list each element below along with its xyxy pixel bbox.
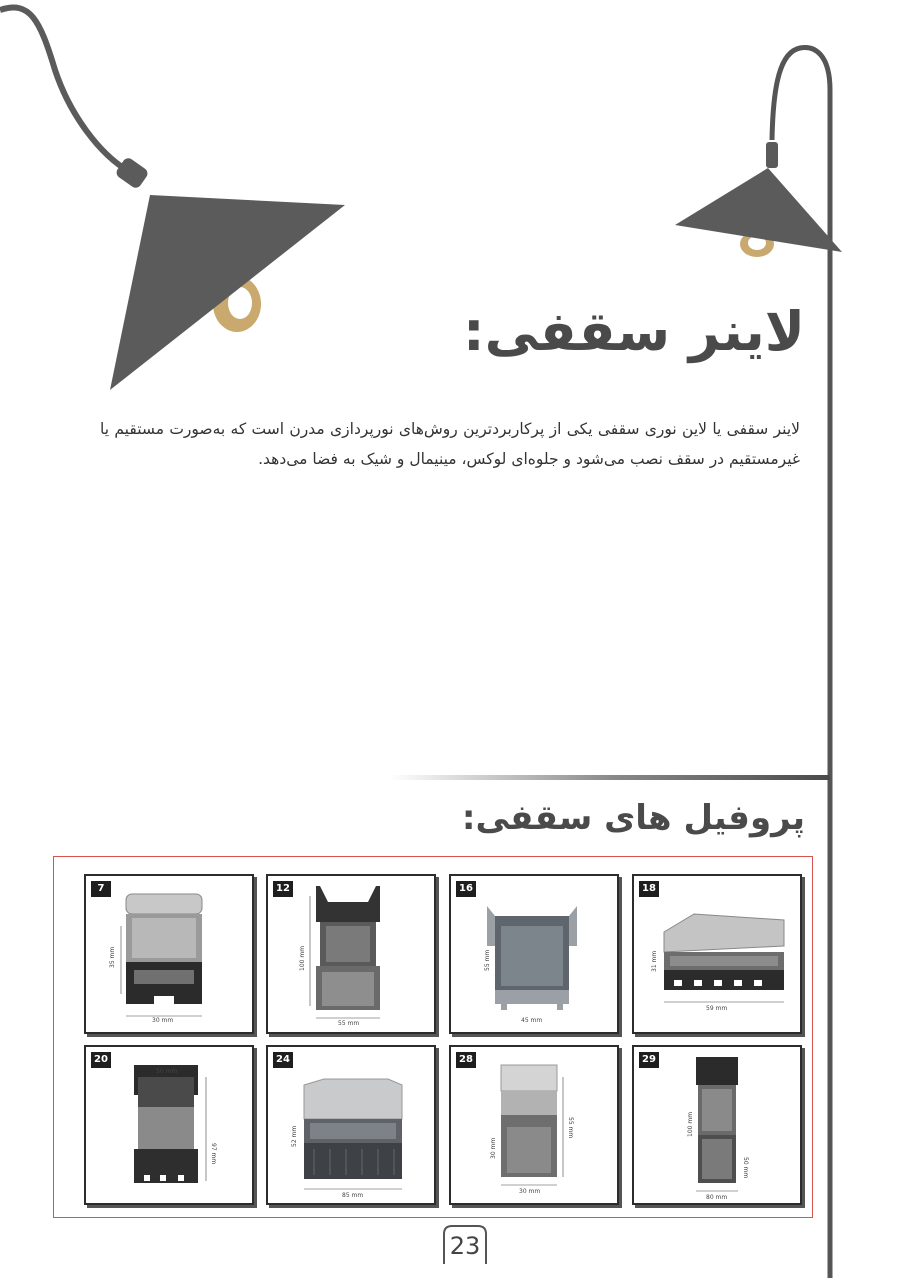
- profile-card-12: [266, 874, 436, 1034]
- profile-card-29: [632, 1045, 802, 1205]
- left-lamp-cord: [0, 8, 130, 173]
- profile-number: 20: [91, 1052, 111, 1068]
- profile-number: 29: [639, 1052, 659, 1068]
- profile-card-20: [84, 1045, 254, 1205]
- width-label: 55 mm: [338, 1020, 360, 1027]
- width-label: 50 mm: [156, 1068, 178, 1075]
- width-label: 85 mm: [342, 1192, 364, 1199]
- right-lamp-icon: [675, 142, 842, 252]
- profile-number: 18: [639, 881, 659, 897]
- height-label: 35 mm: [109, 946, 116, 968]
- height-label: 55 mm: [567, 1117, 574, 1139]
- height-label: 55 mm: [484, 949, 491, 971]
- profile-number: 7: [91, 881, 111, 897]
- profile-card-28: [449, 1045, 619, 1205]
- profile-card-16: [449, 874, 619, 1034]
- profile-number: 28: [456, 1052, 476, 1068]
- profile-number: 24: [273, 1052, 293, 1068]
- inner-height-label: 50 mm: [742, 1157, 749, 1179]
- intro-paragraph: لاینر سقفی یا لاین نوری سقفی یکی از پرکاربردترین روش‌های نورپردازی مدرن است که به‌صورت مستقیم یا غیرمستقیم در سقف نصب می‌شود و جلوه‌ای لوکس، مینیمال و شیک به فضا می‌دهد.: [100, 420, 800, 468]
- profiles-panel: [53, 856, 813, 1218]
- profile-image: [451, 1047, 617, 1203]
- profile-card-7: [84, 874, 254, 1034]
- section-subtitle: پروفیل های سقفی:: [461, 798, 805, 838]
- profile-card-24: [266, 1045, 436, 1205]
- width-label: 30 mm: [519, 1188, 541, 1195]
- height-label: 97 mm: [210, 1143, 217, 1165]
- profile-image: [268, 1047, 434, 1203]
- inner-height-label: 30 mm: [490, 1137, 497, 1159]
- page-number: 23: [449, 1232, 481, 1260]
- profile-image: [268, 876, 434, 1032]
- profile-image: [634, 876, 800, 1032]
- width-label: 80 mm: [706, 1194, 728, 1201]
- height-label: 100 mm: [299, 945, 306, 971]
- profile-number: 16: [456, 881, 476, 897]
- height-label: 31 mm: [651, 950, 658, 972]
- left-lamp-icon: [110, 156, 345, 390]
- width-label: 30 mm: [152, 1017, 174, 1024]
- profile-image: [86, 876, 252, 1032]
- profile-image: [634, 1047, 800, 1203]
- page-title: لاینر سقفی:: [463, 300, 805, 363]
- width-label: 59 mm: [706, 1005, 728, 1012]
- height-label: 100 mm: [687, 1111, 694, 1137]
- height-label: 52 mm: [291, 1125, 298, 1147]
- profile-card-18: [632, 874, 802, 1034]
- profile-number: 12: [273, 881, 293, 897]
- section-divider: [390, 775, 830, 780]
- profile-image: [451, 876, 617, 1032]
- profile-image: [86, 1047, 252, 1203]
- width-label: 45 mm: [521, 1017, 543, 1024]
